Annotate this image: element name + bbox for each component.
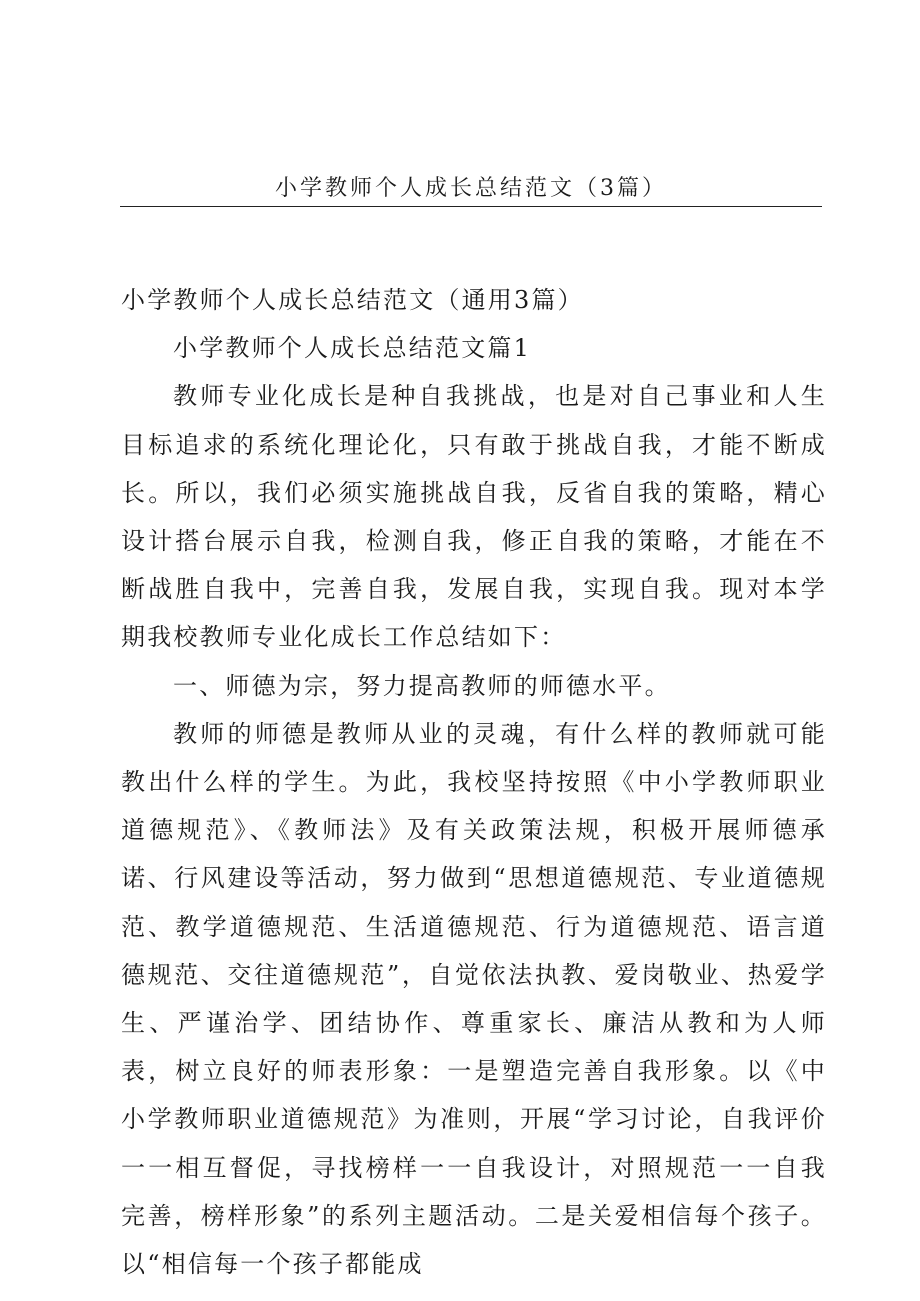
- document-body: [121, 276, 827, 1288]
- page-header-title: 小学教师个人成长总结范文（3篇）: [275, 176, 667, 201]
- paragraph-ethics: 教师的师德是教师从业的灵魂，有什么样的教师就可能教出什么样的学生。为此，我校坚持按照《中小学教师职业道德规范》、《教师法》及有关政策法规，积极开展师德承诺、行风建设等活动，努力做到“思想道德规范、专业道德规范、教学道德规范、生活道德规范、行为道德规范、语言道德规范、交往道德规范”，自觉依法执教、爱岗敬业、热爱学生、严谨治学、团结协作、尊重家长、廉洁从教和为人师表，树立良好的师表形象：一是塑造完善自我形象。以《中小学教师职业道德规范》为准则，开展“学习讨论，自我评价一一相互督促，寻找榜样一一自我设计，对照规范一一自我完善，榜样形象”的系列主题活动。二是关爱相信每个孩子。以“相信每一个孩子都能成: [121, 719, 827, 1279]
- section-title: 小学教师个人成长总结范文篇1: [173, 334, 532, 363]
- document-title: 小学教师个人成长总结范文（通用3篇）: [121, 286, 584, 314]
- heading-ethics: 一、师德为宗，努力提高教师的师德水平。: [173, 671, 671, 700]
- paragraph-intro: 教师专业化成长是种自我挑战，也是对自己事业和人生目标追求的系统化理论化，只有敢于挑战自我，才能不断成长。所以，我们必须实施挑战自我，反省自我的策略，精心设计搭台展示自我，检测自我，修正自我的策略，才能在不断战胜自我中，完善自我，发展自我，实现自我。现对本学期我校教师专业化成长工作总结如下：: [121, 382, 827, 652]
- header-divider: [120, 206, 822, 207]
